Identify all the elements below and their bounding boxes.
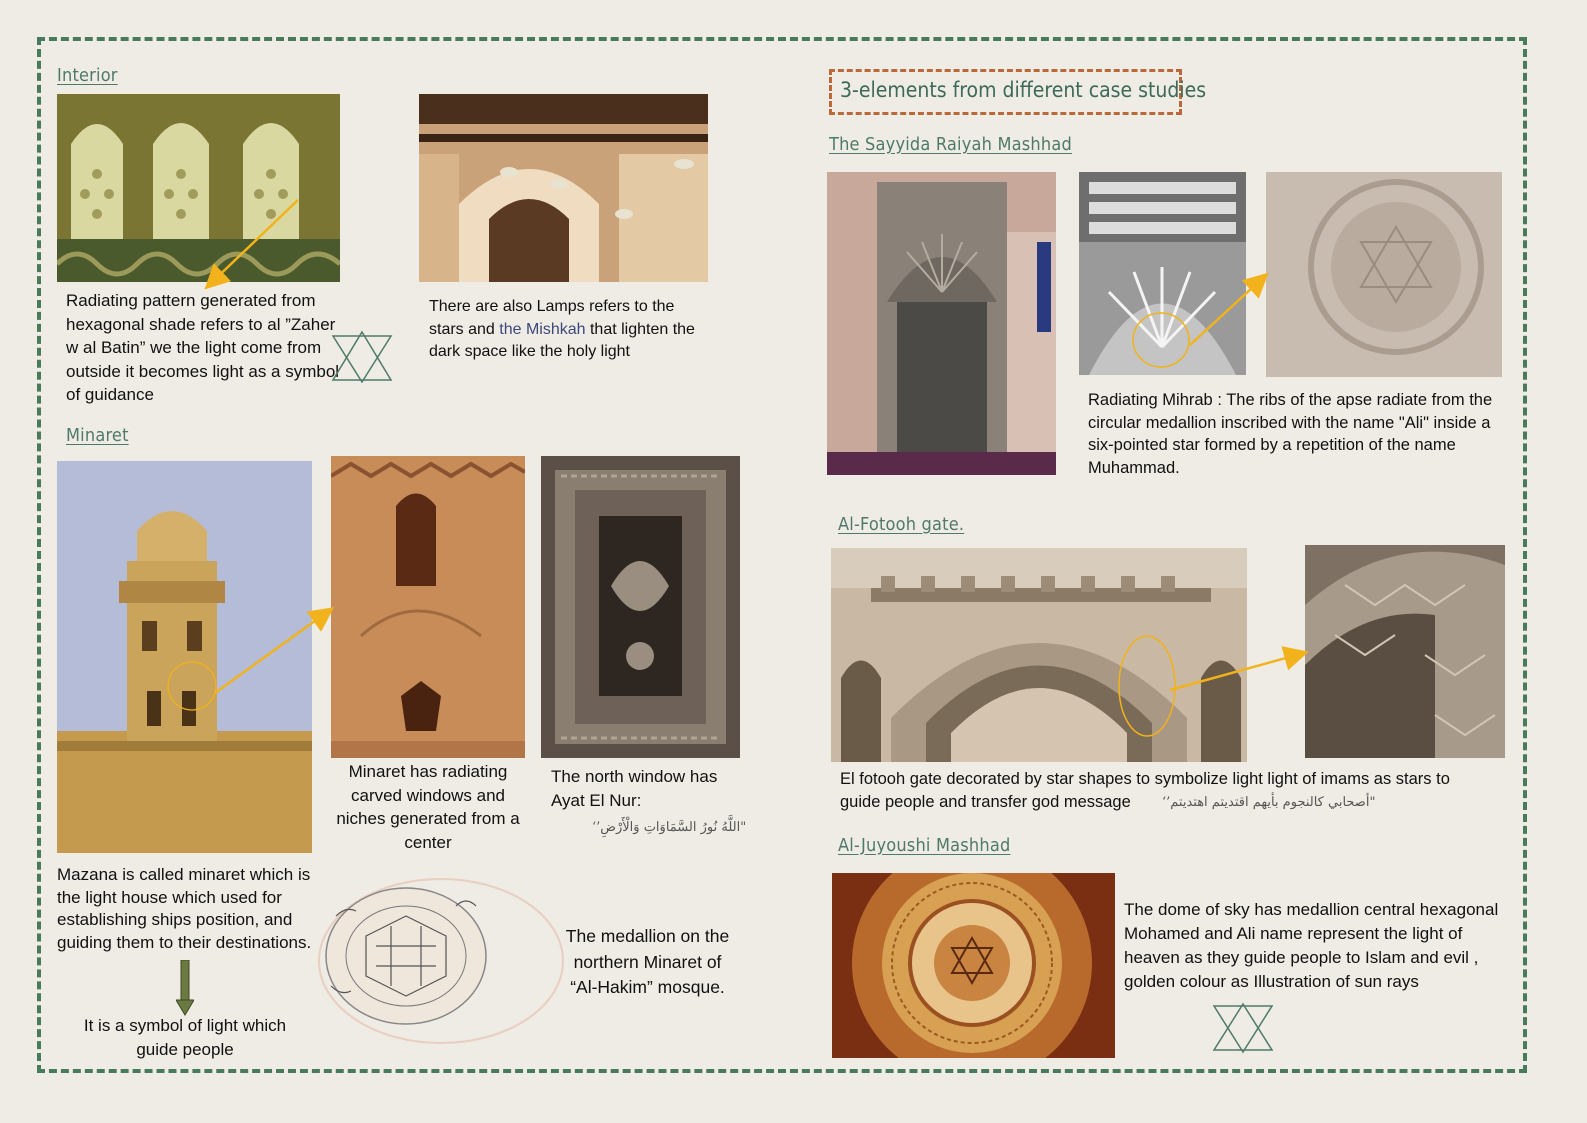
- sayyida-mihrab-photo: [827, 172, 1056, 475]
- juyoushi-caption: The dome of sky has medallion central hexagonal Mohamed and Ali name represent the light of heaven as they guide people to Islam and evil , golden colour as Illustration of sun rays: [1124, 900, 1499, 991]
- fotooh-caption: El fotooh gate decorated by star shapes to symbolize light light of imams as stars to guide people and transfer god message: [840, 770, 1450, 811]
- down-arrow-icon: [176, 960, 194, 1016]
- interior-heading: Interior: [57, 65, 118, 86]
- interior-lamps-photo: [419, 94, 708, 282]
- fotooh-arch-detail-photo: [1305, 545, 1505, 758]
- minaret-north-window-photo: [541, 456, 740, 758]
- minaret-heading: Minaret: [66, 425, 129, 446]
- minaret-caption-north-window: The north window has Ayat El Nur:: [551, 767, 718, 810]
- hakim-medallion-drawing: [316, 876, 566, 1046]
- interior-windows-photo: [57, 94, 340, 282]
- six-point-star-icon: [1212, 1002, 1274, 1054]
- juyoushi-dome-photo: [832, 873, 1115, 1058]
- minaret-tower-photo: [57, 461, 312, 853]
- interior-caption-lamps: [429, 296, 704, 364]
- minaret-caption-symbol: It is a symbol of light which guide people: [83, 1016, 287, 1059]
- lamps-caption-part2: that lighten the dark space like the holy light: [429, 320, 695, 360]
- juyoushi-heading: Al-Juyoushi Mashhad: [838, 835, 1011, 856]
- sayyida-medallion-photo: [1266, 172, 1502, 377]
- interior-caption-radiating: Radiating pattern generated from hexagonal shade refers to al ”Zaher w al Batin” we the light come from outside it becomes light as a symbol of guidance: [66, 291, 340, 404]
- minaret-carved-window-photo: [331, 456, 525, 758]
- six-point-star-icon: [331, 330, 393, 384]
- fotooh-heading: Al-Fotooh gate.: [838, 514, 965, 535]
- fotooh-arabic-hadith: ‘’أصحابي كالنجوم بأيهم اقتديتم اهتديتم": [1162, 795, 1376, 810]
- sayyida-heading: The Sayyida Raiyah Mashhad: [829, 134, 1072, 155]
- fotooh-gate-photo: [831, 548, 1247, 762]
- page-title: 3-elements from different case studies: [840, 78, 1207, 102]
- lamps-caption-part1: There are also Lamps refers to the stars and: [429, 298, 675, 338]
- minaret-arabic-verse: ‘’اللَّهُ نُورُ السَّمَاوَاتِ وَالْأَرْضِ": [592, 820, 747, 835]
- minaret-caption-mazana: Mazana is called minaret which is the light house which used for establishing ships position, and guiding them to their destinations.: [57, 865, 312, 952]
- minaret-caption-windows: Minaret has radiating carved windows and niches generated from a center: [336, 762, 520, 852]
- mishkah-link: the Mishkah: [499, 320, 586, 338]
- sayyida-mihrab-detail-photo: [1079, 172, 1246, 375]
- minaret-caption-medallion: The medallion on the northern Minaret of “Al-Hakim” mosque.: [565, 926, 730, 997]
- sayyida-caption: Radiating Mihrab : The ribs of the apse radiate from the circular medallion inscribed with the name "Ali" inside a six-pointed star formed by a repetition of the name Muhammad.: [1088, 391, 1493, 477]
